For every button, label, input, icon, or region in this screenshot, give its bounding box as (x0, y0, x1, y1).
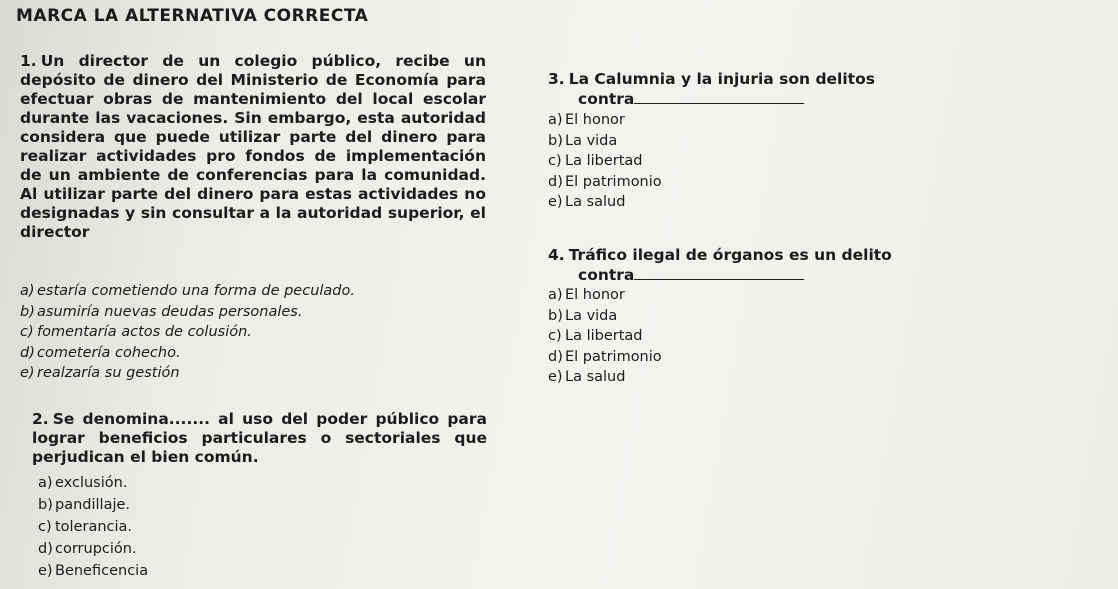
option-q3-d[interactable]: d) El patrimonio (548, 173, 662, 190)
option-q2-a[interactable]: a) exclusión. (38, 475, 128, 491)
question-4-contra: contra (578, 266, 635, 284)
question-4-number: 4. (548, 246, 565, 264)
question-1 (20, 52, 486, 242)
question-4-options (548, 285, 662, 388)
question-1-text: Un director de un colegio público, recibe un depósito de dinero del Ministerio de Economía para efectuar obras de mantenimiento del local escolar durante las vacaciones. Sin embargo, esta autoridad considera que puede utilizar parte del dinero para realizar actividades pro fondos de implementación de un ambiente de conferencias para la comunidad. Al utilizar parte del dinero para estas actividades no designadas y sin consultar a la autoridad superior, el director (20, 52, 486, 241)
option-q4-e[interactable]: e) La salud (548, 369, 626, 385)
option-q3-a[interactable]: a) El honor (548, 112, 625, 128)
question-4-text: Tráfico ilegal de órganos es un delito (568, 246, 892, 264)
question-3 (548, 70, 978, 109)
answer-blank-q4[interactable] (634, 265, 804, 280)
option-q4-b[interactable]: b) La vida (548, 307, 618, 324)
option-q4-c[interactable]: c) La libertad (548, 328, 643, 344)
option-q2-d[interactable]: d) corrupción. (38, 541, 137, 557)
question-2 (32, 410, 487, 467)
answer-blank-q3[interactable] (634, 89, 804, 104)
question-2-options (38, 472, 148, 582)
question-2-text: Se denomina....... al uso del poder público para lograr beneficios particulares o sectoriales que perjudican el bien común. (32, 410, 487, 466)
question-3-text: La Calumnia y la injuria son delitos (568, 70, 875, 88)
question-3-contra: contra (578, 90, 635, 108)
option-q1-c[interactable]: c) fomentaría actos de colusión. (20, 324, 252, 340)
option-q1-d[interactable]: d) cometería cohecho. (20, 344, 181, 361)
option-q1-a[interactable]: a) estaría cometiendo una forma de peculado. (20, 283, 355, 299)
question-1-number: 1. (20, 52, 37, 70)
option-q2-b[interactable]: b) pandillaje. (38, 497, 131, 513)
option-q4-a[interactable]: a) El honor (548, 287, 625, 303)
option-q4-d[interactable]: d) El patrimonio (548, 348, 662, 365)
option-q1-e[interactable]: e) realzaría su gestión (20, 365, 180, 381)
worksheet-heading: MARCA LA ALTERNATIVA CORRECTA (16, 6, 369, 26)
question-3-options (548, 110, 662, 213)
question-2-number: 2. (32, 410, 49, 428)
question-4 (548, 246, 978, 285)
option-q2-e[interactable]: e) Beneficencia (38, 563, 149, 579)
option-q3-e[interactable]: e) La salud (548, 194, 626, 210)
option-q3-c[interactable]: c) La libertad (548, 153, 643, 169)
option-q1-b[interactable]: b) asumiría nuevas deudas personales. (20, 303, 303, 320)
option-q2-c[interactable]: c) tolerancia. (38, 519, 133, 535)
question-3-number: 3. (548, 70, 565, 88)
question-1-options (20, 281, 355, 384)
option-q3-b[interactable]: b) La vida (548, 132, 618, 149)
